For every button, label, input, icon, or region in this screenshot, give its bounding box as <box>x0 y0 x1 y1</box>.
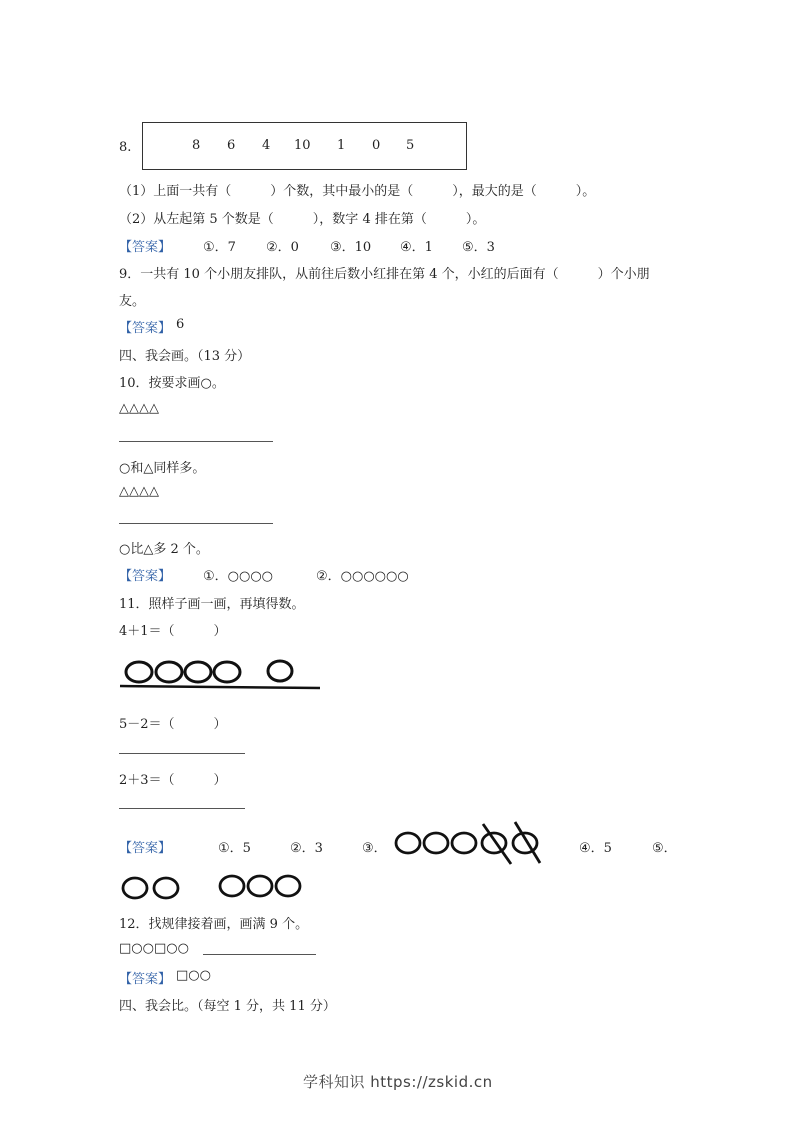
drawn-circle <box>248 876 272 896</box>
answer-item: ③． <box>362 841 387 856</box>
drawn-circle <box>154 878 178 898</box>
question-11-title: 11．照样子画一画，再填得数。 <box>119 597 305 612</box>
number-item: 0 <box>372 138 381 153</box>
answer-label: 【答案】 <box>119 569 172 584</box>
answer-item: ⑤．3 <box>462 240 495 255</box>
number-item: 5 <box>406 138 415 153</box>
section-title: 四、我会比。（每空 1 分，共 11 分） <box>119 999 336 1014</box>
number-item: 4 <box>262 138 271 153</box>
answer-value: 6 <box>176 317 185 332</box>
answer-value: □○○ <box>176 968 211 983</box>
question-12-title: 12．找规律接着画，画满 9 个。 <box>119 917 309 932</box>
instruction-text: ○和△同样多。 <box>119 461 206 476</box>
footer-watermark: 学科知识 https://zskid.cn <box>303 1073 493 1091</box>
answer-label: 【答案】 <box>119 972 172 987</box>
question-10-title: 10．按要求画○。 <box>119 376 225 391</box>
question-8-number: 8. <box>119 140 132 155</box>
answer-item: ①．7 <box>203 240 236 255</box>
drawn-circle <box>424 833 448 853</box>
equation: 4＋1＝（ ） <box>119 624 227 639</box>
answer-label: 【答案】 <box>119 321 172 336</box>
number-item: 10 <box>294 138 311 153</box>
answer-item: ②．○○○○○○ <box>316 569 409 584</box>
triangle-row: △△△△ <box>119 484 159 499</box>
instruction-text: ○比△多 2 个。 <box>119 542 209 557</box>
number-item: 1 <box>337 138 346 153</box>
q8-subquestion-1: （1）上面一共有（ ）个数，其中最小的是（ ），最大的是（ ）。 <box>119 184 596 199</box>
number-item: 8 <box>192 138 201 153</box>
pattern-row: □○○□○○ <box>119 941 189 956</box>
answer-blank-line <box>203 954 316 955</box>
answer-item: ②．0 <box>266 240 299 255</box>
answer-item: ②．3 <box>290 841 323 856</box>
equation: 2＋3＝（ ） <box>119 773 227 788</box>
drawn-circle <box>452 833 476 853</box>
question-9-line-1: 9．一共有 10 个小朋友排队，从前往后数小红排在第 4 个，小红的后面有（ ）个小朋 <box>119 267 650 282</box>
answer-item: ③．10 <box>330 240 372 255</box>
answer-item: ④．1 <box>400 240 433 255</box>
answer-label: 【答案】 <box>119 841 172 856</box>
number-item: 6 <box>227 138 236 153</box>
answer-item: ④．5 <box>579 841 612 856</box>
answer-item: ⑤． <box>652 841 677 856</box>
answer-item: ①．○○○○ <box>203 569 274 584</box>
answer-item: ①．5 <box>218 841 251 856</box>
drawn-circle <box>276 876 300 896</box>
equation: 5－2＝（ ） <box>119 717 227 732</box>
drawn-circle <box>220 876 244 896</box>
triangle-row: △△△△ <box>119 401 159 416</box>
drawn-circle <box>396 833 420 853</box>
drawn-circle <box>123 878 147 898</box>
q8-subquestion-2: （2）从左起第 5 个数是（ ），数字 4 排在第（ ）。 <box>119 212 486 227</box>
section-title: 四、我会画。（13 分） <box>119 349 251 364</box>
answer-label: 【答案】 <box>119 240 172 255</box>
question-9-line-2: 友。 <box>119 294 146 309</box>
